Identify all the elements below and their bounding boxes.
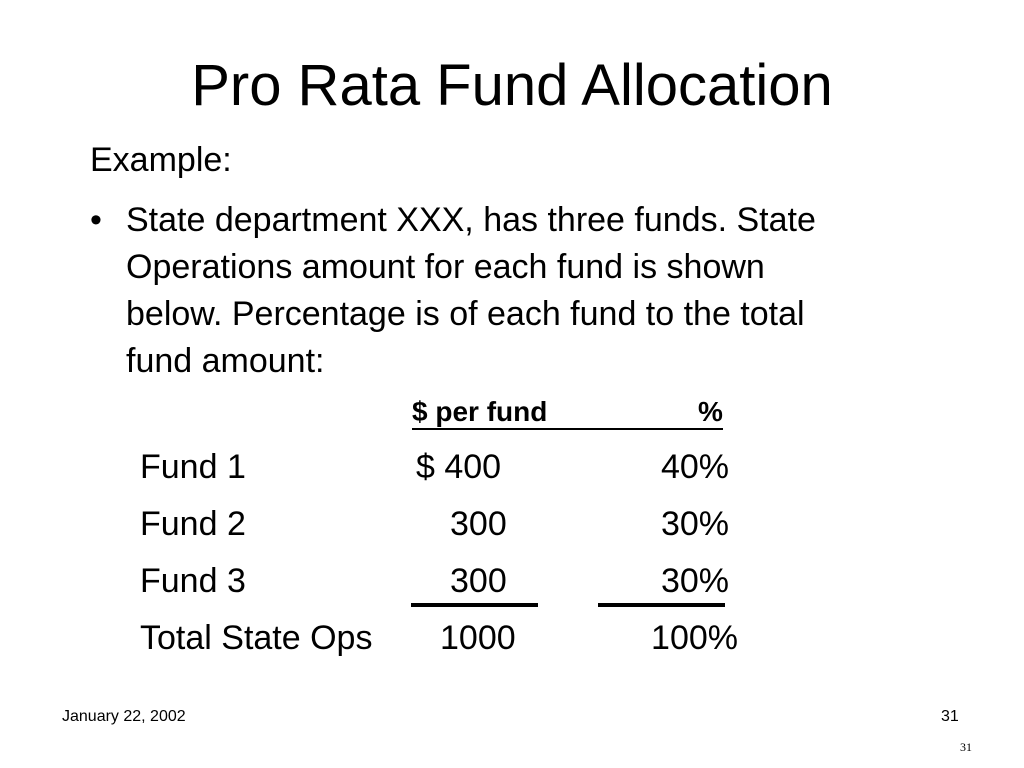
row-percent: 30%: [660, 562, 729, 600]
row-label: Fund 3: [140, 562, 246, 600]
amount-sum-rule: [411, 603, 538, 607]
column-header-amount: $ per fund: [412, 396, 548, 427]
row-percent: 100%: [651, 619, 738, 657]
footer-page-number: 31: [941, 708, 959, 725]
header-underline: [412, 428, 723, 430]
row-amount: 300: [450, 505, 507, 543]
row-percent: 30%: [660, 505, 729, 543]
slide-title: Pro Rata Fund Allocation: [191, 53, 833, 118]
example-heading: Example:: [90, 141, 232, 179]
percent-sum-rule: [598, 603, 725, 607]
row-amount: $ 400: [416, 448, 502, 486]
bullet-line: Operations amount for each fund is shown: [126, 248, 765, 286]
footer-date: January 22, 2002: [62, 708, 186, 725]
bullet-line: fund amount:: [126, 342, 325, 380]
slide-number: 31: [960, 740, 972, 754]
row-label: Fund 2: [140, 505, 246, 543]
row-amount: 1000: [440, 619, 516, 657]
bullet-line: State department XXX, has three funds. State: [126, 201, 816, 239]
bullet-line: below. Percentage is of each fund to the total: [126, 295, 805, 333]
column-header-percent: %: [698, 396, 723, 427]
row-percent: 40%: [660, 448, 729, 486]
row-label: Total State Ops: [140, 619, 373, 657]
bullet-text: [126, 197, 966, 385]
bullet-icon: •: [90, 201, 102, 239]
row-amount: 300: [450, 562, 507, 600]
row-label: Fund 1: [140, 448, 246, 486]
